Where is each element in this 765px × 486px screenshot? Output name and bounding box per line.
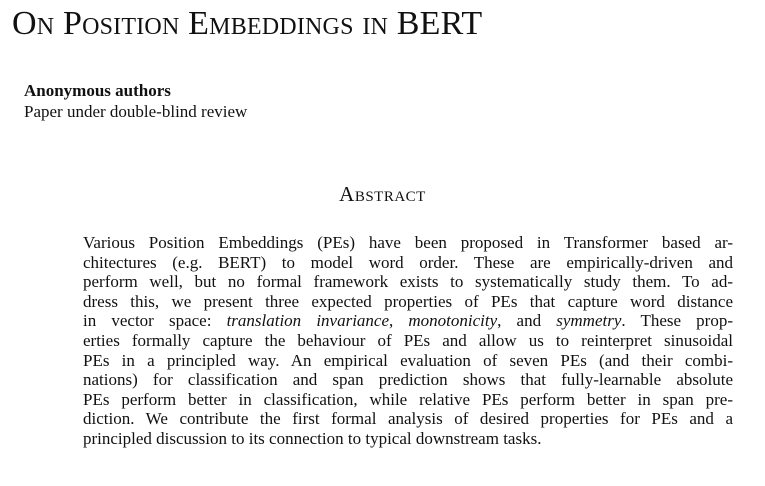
- abstract-text: principled discussion to its connection to typical downstream tasks.: [83, 428, 542, 448]
- abstract-text: in vector space:: [83, 311, 227, 331]
- abstract-line: [83, 292, 733, 312]
- abstract-heading: Abstract: [339, 182, 426, 206]
- abstract-line: [83, 272, 733, 292]
- author-affiliation: Paper under double-blind review: [24, 102, 248, 121]
- abstract-text: PEs in a principled way. An empirical evaluation of seven PEs (and their combi-: [83, 350, 733, 370]
- abstract-text: PEs perform better in classification, while relative PEs perform better in span pre-: [83, 389, 733, 409]
- abstract-line: [83, 429, 733, 449]
- abstract-text: dress this, we present three expected properties of PEs that capture word distance: [83, 291, 733, 311]
- author-block: [24, 80, 247, 122]
- author-name: Anonymous authors: [24, 81, 171, 100]
- abstract-text: chitectures (e.g. BERT) to model word order. These are empirically-driven and: [83, 252, 733, 272]
- term-monotonicity: monotonicity: [408, 311, 498, 331]
- abstract-line: [83, 390, 733, 410]
- abstract-text: ,: [389, 311, 409, 331]
- abstract-text: Various Position Embeddings (PEs) have been proposed in Transformer based ar-: [83, 233, 733, 252]
- abstract-line: [83, 409, 733, 429]
- abstract-text: , and: [497, 311, 557, 331]
- abstract-line: [83, 233, 733, 253]
- abstract-line: [83, 370, 733, 390]
- term-symmetry: symmetry: [556, 311, 622, 331]
- abstract-line: [83, 311, 733, 331]
- abstract-line: [83, 331, 733, 351]
- abstract-line: [83, 351, 733, 371]
- abstract-body: [83, 233, 733, 449]
- paper-title: On Position Embeddings in BERT: [12, 5, 483, 42]
- abstract-line: [83, 253, 733, 273]
- term-translation-invariance: translation invariance: [226, 311, 390, 331]
- abstract-text: nations) for classification and span prediction shows that fully-learnable absolute: [83, 370, 733, 390]
- abstract-text: . These prop-: [621, 311, 734, 331]
- abstract-text: perform well, but no formal framework exists to systematically study them. To ad-: [83, 272, 733, 292]
- abstract-text: erties formally capture the behaviour of PEs and allow us to reinterpret sinusoidal: [83, 330, 733, 350]
- abstract-text: diction. We contribute the first formal analysis of desired properties for PEs and a: [83, 409, 733, 429]
